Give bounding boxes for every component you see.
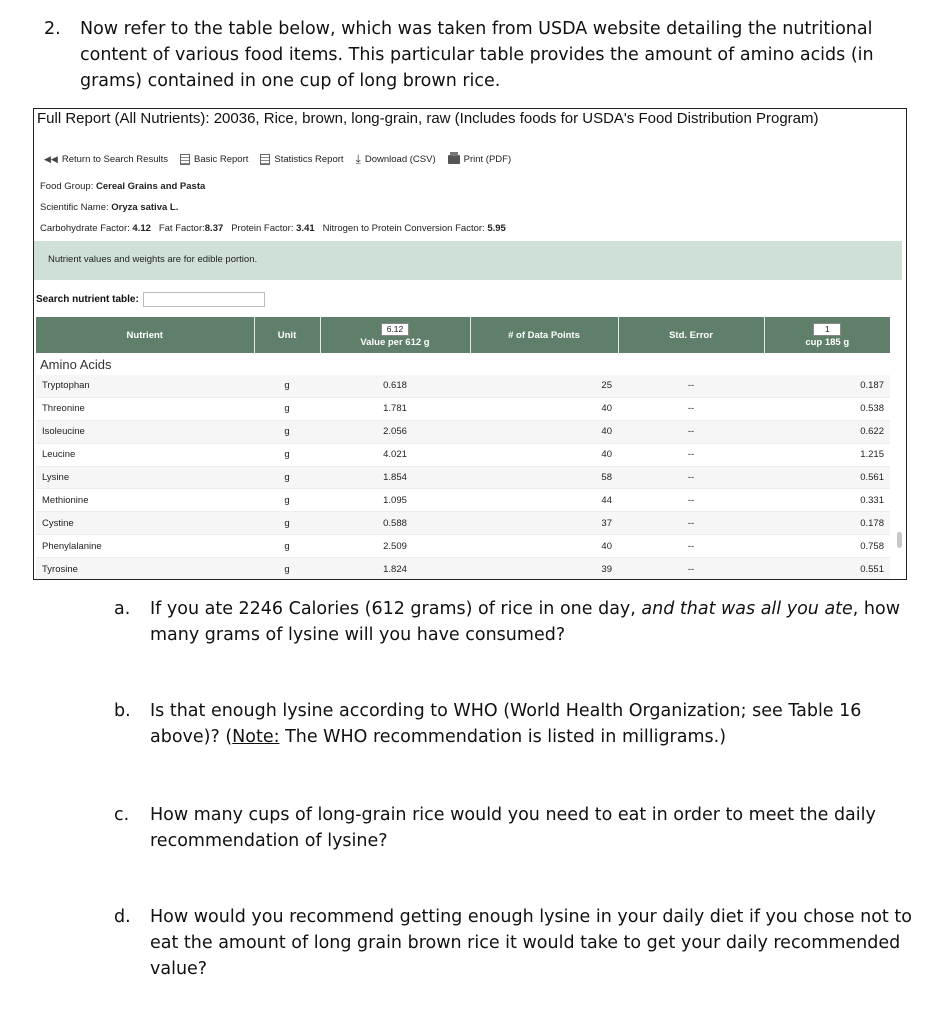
cell-cup: 0.758 [764, 535, 890, 558]
cell-nutrient: Tyrosine [36, 558, 254, 580]
table-row [36, 443, 890, 466]
cell-value: 0.588 [320, 512, 470, 535]
nutrient-search [36, 292, 265, 307]
cell-data-points: 25 [470, 375, 618, 397]
cell-std-error: -- [618, 443, 764, 466]
cell-nutrient: Threonine [36, 397, 254, 420]
cell-value: 2.056 [320, 420, 470, 443]
cell-cup: 0.561 [764, 466, 890, 489]
cell-data-points: 40 [470, 420, 618, 443]
cell-unit: g [254, 489, 320, 512]
document-icon [260, 154, 270, 165]
table-row [36, 397, 890, 420]
cell-data-points: 58 [470, 466, 618, 489]
return-link[interactable]: ◀◀ Return to Search Results [44, 153, 168, 165]
cell-unit: g [254, 397, 320, 420]
cell-std-error: -- [618, 375, 764, 397]
search-input[interactable] [143, 292, 265, 307]
cell-unit: g [254, 443, 320, 466]
search-label: Search nutrient table: [36, 294, 139, 305]
cell-cup: 1.215 [764, 443, 890, 466]
scrollbar[interactable] [897, 532, 902, 548]
group-row [36, 353, 890, 375]
download-icon: ⤓ [355, 152, 361, 166]
cell-data-points: 37 [470, 512, 618, 535]
value-quantity-box[interactable]: 6.12 [381, 323, 409, 336]
cell-nutrient: Tryptophan [36, 375, 254, 397]
table-row [36, 375, 890, 397]
cell-unit: g [254, 420, 320, 443]
report-toolbar [44, 152, 523, 166]
cell-data-points: 40 [470, 535, 618, 558]
cell-std-error: -- [618, 558, 764, 580]
cell-value: 1.781 [320, 397, 470, 420]
edible-portion-notice: Nutrient values and weights are for edible portion. [34, 241, 902, 280]
cell-value: 4.021 [320, 443, 470, 466]
table-row [36, 420, 890, 443]
cell-cup: 0.622 [764, 420, 890, 443]
printer-icon [448, 155, 460, 164]
question-2 [44, 16, 924, 94]
cell-nutrient: Leucine [36, 443, 254, 466]
cell-std-error: -- [618, 489, 764, 512]
basic-report-link[interactable]: Basic Report [180, 154, 248, 165]
cell-cup: 0.331 [764, 489, 890, 512]
question-number: 2. [44, 19, 61, 39]
cell-nutrient: Lysine [36, 466, 254, 489]
cell-std-error: -- [618, 535, 764, 558]
usda-report [33, 108, 907, 580]
question-d: d. How would you recommend getting enough lysine in your daily diet if you chose not to eat the amount of long grain brown rice it would take to get your daily recommended value? [114, 907, 912, 979]
cell-data-points: 39 [470, 558, 618, 580]
cell-data-points: 44 [470, 489, 618, 512]
nutrient-table [36, 317, 890, 580]
back-arrow-icon: ◀◀ [44, 153, 58, 164]
cell-nutrient: Isoleucine [36, 420, 254, 443]
scientific-name: Scientific Name: Oryza sativa L. [40, 202, 179, 213]
report-title: Full Report (All Nutrients): 20036, Rice, brown, long-grain, raw (Includes foods for USDA's Food Distribution Program) [37, 110, 819, 127]
table-row [36, 535, 890, 558]
print-pdf-link[interactable]: Print (PDF) [448, 154, 512, 165]
cell-data-points: 40 [470, 443, 618, 466]
cell-value: 1.095 [320, 489, 470, 512]
table-row [36, 512, 890, 535]
food-group: Food Group: Cereal Grains and Pasta [40, 181, 206, 192]
cell-value: 1.854 [320, 466, 470, 489]
cell-std-error: -- [618, 420, 764, 443]
col-std-error[interactable]: Std. Error [618, 317, 764, 353]
col-data-points[interactable]: # of Data Points [470, 317, 618, 353]
statistics-report-link[interactable]: Statistics Report [260, 154, 343, 165]
col-unit[interactable]: Unit [254, 317, 320, 353]
cell-unit: g [254, 558, 320, 580]
cell-unit: g [254, 512, 320, 535]
cell-nutrient: Methionine [36, 489, 254, 512]
question-a: a. If you ate 2246 Calories (612 grams) of rice in one day, and that was all you ate, how many grams of lysine will you have consumed? [114, 599, 901, 645]
cell-unit: g [254, 375, 320, 397]
cell-unit: g [254, 535, 320, 558]
cell-cup: 0.178 [764, 512, 890, 535]
cell-value: 2.509 [320, 535, 470, 558]
cell-nutrient: Phenylalanine [36, 535, 254, 558]
cell-value: 0.618 [320, 375, 470, 397]
col-cup[interactable]: 1 cup 185 g [764, 317, 890, 353]
question-b: b. Is that enough lysine according to WHO (World Health Organization; see Table 16 above)? (Note: The WHO recommendation is listed in milligrams.) [114, 701, 862, 747]
question-intro-text: Now refer to the table below, which was taken from USDA website detailing the nutritional content of various food items. This particular table provides the amount of amino acids (in grams) contained in one cup of long brown rice. [80, 19, 874, 91]
col-value[interactable]: 6.12 Value per 612 g [320, 317, 470, 353]
table-row [36, 489, 890, 512]
cup-quantity-box[interactable]: 1 [813, 323, 841, 336]
document-icon [180, 154, 190, 165]
cell-nutrient: Cystine [36, 512, 254, 535]
cell-data-points: 40 [470, 397, 618, 420]
cell-std-error: -- [618, 466, 764, 489]
cell-std-error: -- [618, 397, 764, 420]
table-row [36, 466, 890, 489]
question-c: c. How many cups of long-grain rice would you need to eat in order to meet the daily recommendation of lysine? [114, 805, 876, 851]
table-row [36, 558, 890, 580]
cell-cup: 0.187 [764, 375, 890, 397]
table-header-row [36, 317, 890, 353]
cell-cup: 0.538 [764, 397, 890, 420]
group-label: Amino Acids [40, 356, 112, 372]
cell-std-error: -- [618, 512, 764, 535]
cell-unit: g [254, 466, 320, 489]
col-nutrient[interactable]: Nutrient [36, 317, 254, 353]
download-csv-link[interactable]: ⤓ Download (CSV) [355, 152, 436, 166]
cell-cup: 0.551 [764, 558, 890, 580]
cell-value: 1.824 [320, 558, 470, 580]
conversion-factors: Carbohydrate Factor: 4.12 Fat Factor:8.37 Protein Factor: 3.41 Nitrogen to Protein Conversion Factor: 5.95 [40, 223, 506, 234]
